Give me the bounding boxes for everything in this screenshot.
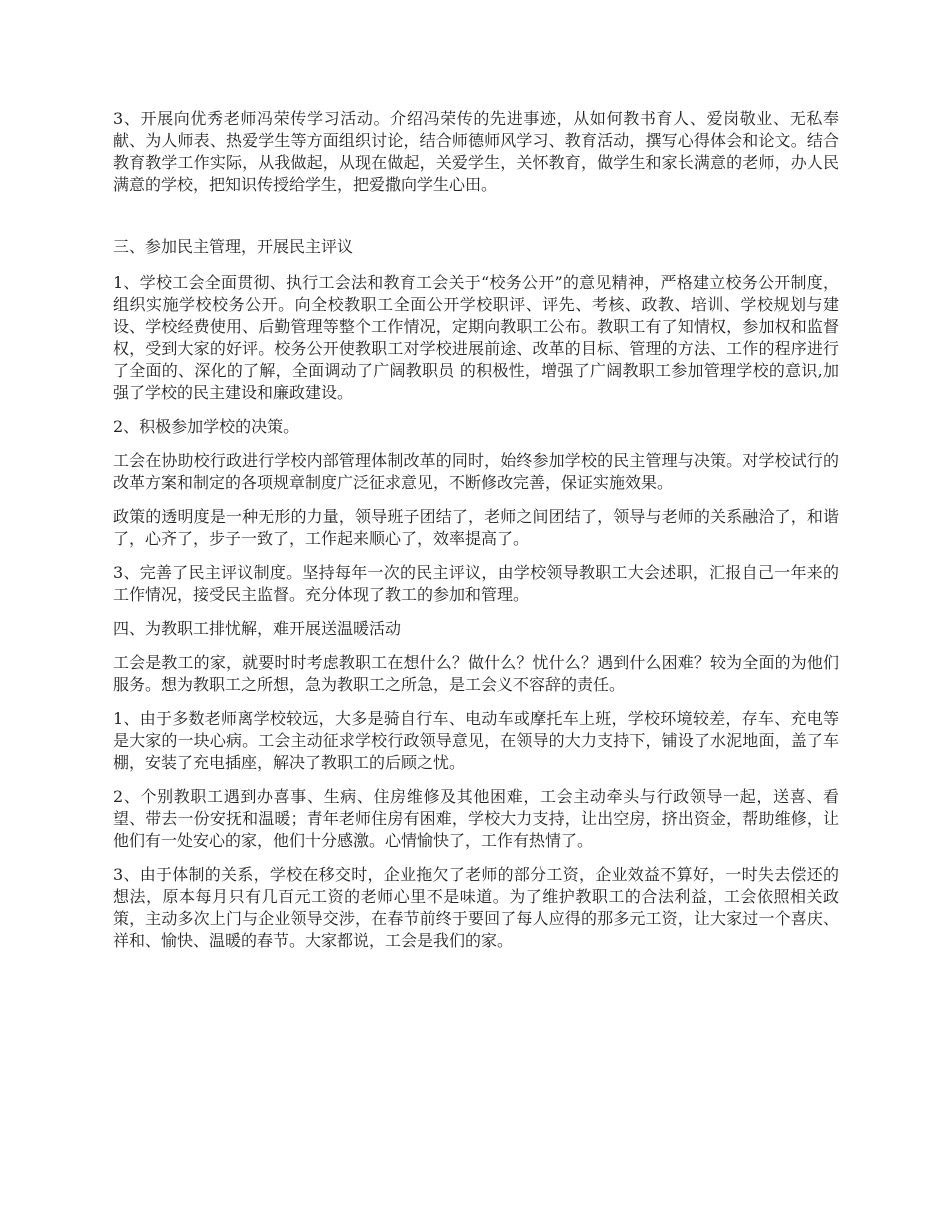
paragraph-care-visits: 2、个别教职工遇到办喜事、生病、住房维修及其他困难，工会主动牵头与行政领导一起，送喜、看望、带去一份安抚和温暖；青年老师住房有困难，学校大力支持，让出空房，挤出资金，帮助维修，让他们有一处安心的家，他们十分感激。心情愉快了，工作有热情了。 xyxy=(113,787,839,850)
section-heading-send-warmth: 四、为教职工排忧解，难开展送温暖活动 xyxy=(113,619,402,638)
paragraph-unpaid-wages: 3、由于体制的关系，学校在移交时，企业拖欠了老师的部分工资，企业效益不算好，一时失去偿还的想法，原本每月只有几百元工资的老师心里不是味道。为了维护教职工的合法利益，工会依照相关政策，主动多次上门与企业领导交涉，在春节前终于要回了每人应得的那多元工资，让大家过一个喜庆、祥和、愉快、温暖的春节。大家都说，工会是我们的家。 xyxy=(113,865,839,950)
paragraph-decision-participation-title: 2、积极参加学校的决策。 xyxy=(113,417,300,436)
paragraph-union-assists-reform: 工会在协助校行政进行学校内部管理体制改革的同时，始终参加学校的民主管理与决策。对学校试行的改革方案和制定的各项规章制度广泛征求意见，不断修改完善，保证实施效果。 xyxy=(113,451,839,492)
paragraph-feng-rongchuan-study: 3、开展向优秀老师冯荣传学习活动。介绍冯荣传的先进事迹，从如何教书育人、爱岗敬业、无私奉献、为人师表、热爱学生等方面组织讨论，结合师德师风学习、教育活动，撰写心得体会和论文。结合教育教学工作实际，从我做起，从现在做起，关爱学生，关怀教育，做学生和家长满意的老师，办人民满意的学校，把知识传授给学生，把爱撒向学生心田。 xyxy=(113,109,839,194)
paragraph-bike-shed: 1、由于多数老师离学校较远，大多是骑自行车、电动车或摩托车上班，学校环境较差，存车、充电等是大家的一块心病。工会主动征求学校行政领导意见，在领导的大力支持下，铺设了水泥地面，盖了车棚，安装了充电插座，解决了教职工的后顾之忧。 xyxy=(113,709,839,772)
paragraph-democratic-evaluation: 3、完善了民主评议制度。坚持每年一次的民主评议，由学校领导教职工大会述职，汇报自己一年来的工作情况，接受民主监督。充分体现了教工的参加和管理。 xyxy=(113,563,839,604)
paragraph-policy-transparency: 政策的透明度是一种无形的力量，领导班子团结了，老师之间团结了，领导与老师的关系融洽了，和谐了，心齐了，步子一致了，工作起来顺心了，效率提高了。 xyxy=(113,507,839,548)
document-page xyxy=(113,108,839,964)
section-heading-democratic-management: 三、参加民主管理，开展民主评议 xyxy=(113,237,354,256)
paragraph-union-is-home: 工会是教工的家，就要时时考虑教职工在想什么？做什么？忧什么？遇到什么困难？较为全面的为他们服务。想为教职工之所想，急为教职工之所急，是工会义不容辞的责任。 xyxy=(113,653,839,694)
paragraph-school-affairs-disclosure: 1、学校工会全面贯彻、执行工会法和教育工会关于“校务公开”的意见精神，严格建立校务公开制度，组织实施学校校务公开。向全校教职工全面公开学校职评、评先、考核、政教、培训、学校规划与建设、学校经费使用、后勤管理等整个工作情况，定期向教职工公布。教职工有了知情权，参加权和监督权，受到大家的好评。校务公开使教职工对学校进展前途、改革的目标、管理的方法、工作的程序进行了全面的、深化的了解，全面调动了广阔教职员 的积极性，增强了广阔教职工参加管理学校的意识,加强了学校的民主建设和廉政建设。 xyxy=(113,273,839,402)
